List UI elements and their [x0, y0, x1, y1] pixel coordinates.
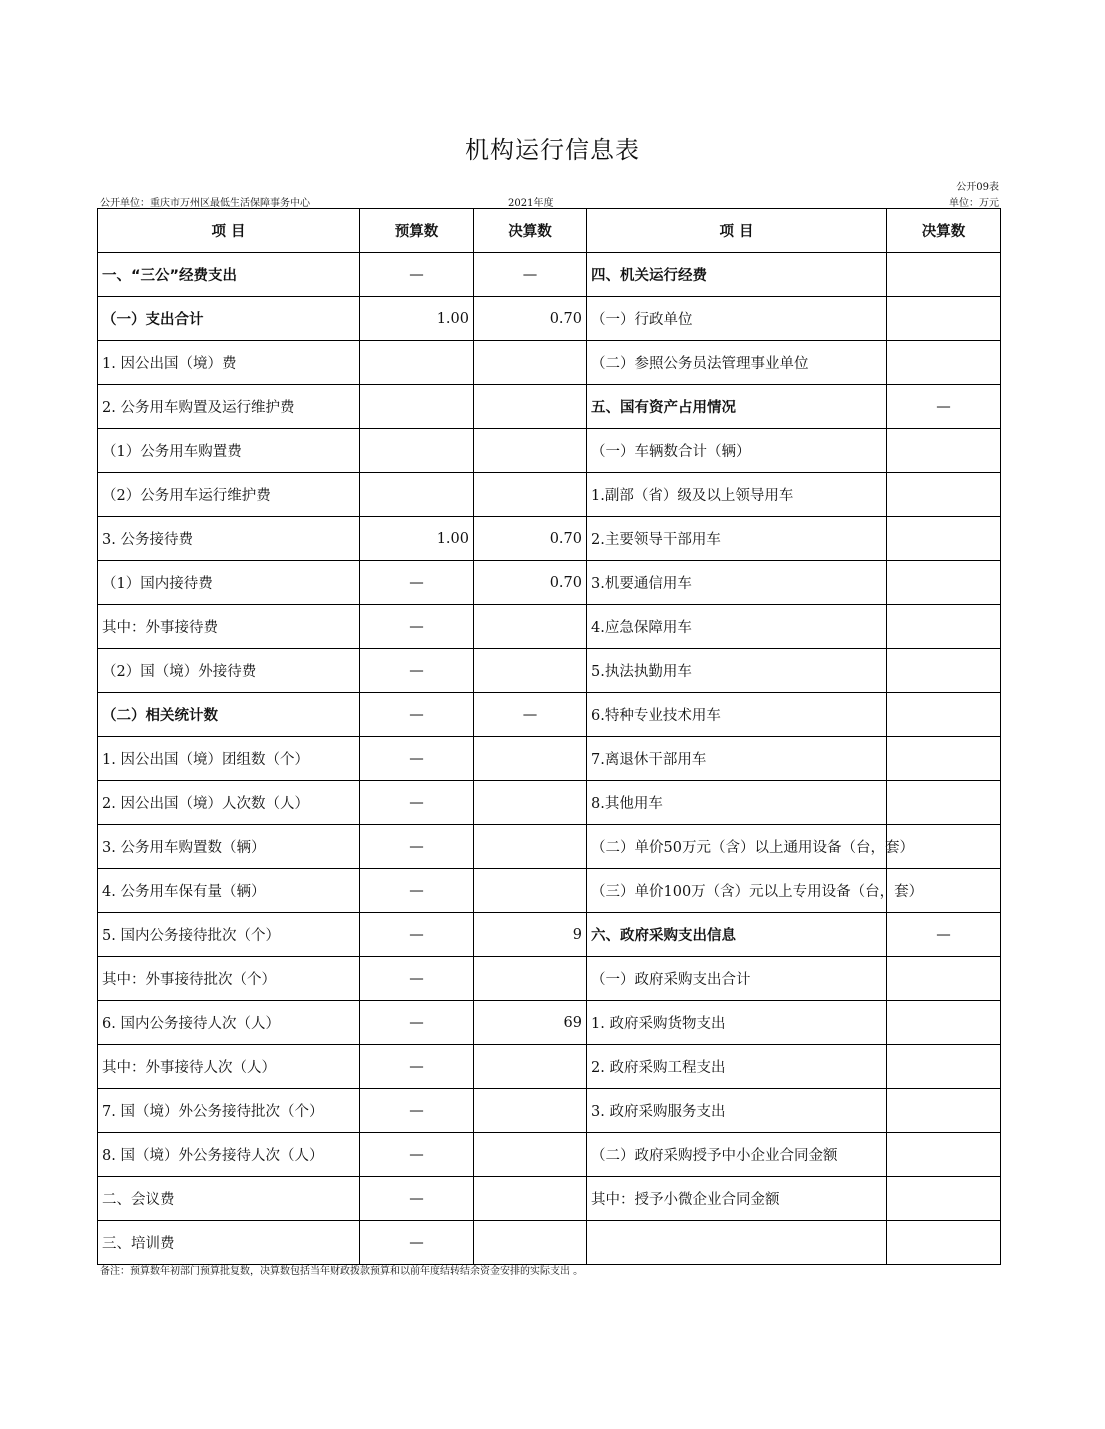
fiscal-year: 2021年度	[508, 198, 554, 209]
budget-cell: —	[360, 1221, 474, 1265]
right-label: （一）行政单位	[587, 297, 887, 341]
header-item-right: 项 目	[587, 209, 887, 253]
budget-cell: —	[360, 957, 474, 1001]
header-final-right: 决算数	[887, 209, 1001, 253]
right-label: 四、机关运行经费	[587, 253, 887, 297]
budget-cell: 1.00	[360, 297, 474, 341]
budget-cell	[360, 429, 474, 473]
budget-cell: —	[360, 1089, 474, 1133]
reporting-unit: 公开单位：重庆市万州区最低生活保障事务中心	[100, 198, 310, 209]
right-final-cell	[887, 253, 1001, 297]
budget-cell: —	[360, 649, 474, 693]
table-row	[98, 913, 1001, 957]
right-label: 4.应急保障用车	[587, 605, 887, 649]
final-cell	[474, 605, 587, 649]
right-label: （二）参照公务员法管理事业单位	[587, 341, 887, 385]
right-label: 6.特种专业技术用车	[587, 693, 887, 737]
right-label: （二）政府采购授予中小企业合同金额	[587, 1133, 887, 1177]
right-final-cell: —	[887, 913, 1001, 957]
budget-cell: —	[360, 737, 474, 781]
row-label: （2）国（境）外接待费	[98, 649, 360, 693]
table-row	[98, 253, 1001, 297]
table-row	[98, 341, 1001, 385]
right-label: 五、国有资产占用情况	[587, 385, 887, 429]
final-cell	[474, 737, 587, 781]
final-cell	[474, 869, 587, 913]
right-final-cell	[887, 737, 1001, 781]
right-final-cell	[887, 1045, 1001, 1089]
footnote: 备注：预算数年初部门预算批复数，决算数包括当年财政拨款预算和以前年度结转结余资金安排的实际支出 。	[100, 1266, 584, 1277]
final-cell: 69	[474, 1001, 587, 1045]
table-row	[98, 737, 1001, 781]
row-label: 7. 国（境）外公务接待批次（个）	[98, 1089, 360, 1133]
table-row	[98, 781, 1001, 825]
row-label: 其中：外事接待费	[98, 605, 360, 649]
final-cell	[474, 1221, 587, 1265]
row-label: 一、“三公”经费支出	[98, 253, 360, 297]
table-row	[98, 869, 1001, 913]
row-label: （1）国内接待费	[98, 561, 360, 605]
final-cell: —	[474, 693, 587, 737]
table-row	[98, 1177, 1001, 1221]
right-label: 8.其他用车	[587, 781, 887, 825]
right-final-cell	[887, 1133, 1001, 1177]
budget-cell: —	[360, 1133, 474, 1177]
budget-cell: —	[360, 913, 474, 957]
right-final-cell	[887, 605, 1001, 649]
budget-cell: —	[360, 693, 474, 737]
row-label: 1. 因公出国（境）费	[98, 341, 360, 385]
table-row	[98, 649, 1001, 693]
final-cell	[474, 957, 587, 1001]
final-cell	[474, 1177, 587, 1221]
right-final-cell	[887, 561, 1001, 605]
table-row	[98, 429, 1001, 473]
budget-cell: —	[360, 869, 474, 913]
right-final-cell	[887, 341, 1001, 385]
final-cell: 0.70	[474, 517, 587, 561]
table-row	[98, 1001, 1001, 1045]
row-label: 三、培训费	[98, 1221, 360, 1265]
final-cell	[474, 385, 587, 429]
final-cell	[474, 649, 587, 693]
budget-cell: —	[360, 781, 474, 825]
final-cell: —	[474, 253, 587, 297]
budget-cell: —	[360, 1001, 474, 1045]
budget-cell	[360, 385, 474, 429]
row-label: （二）相关统计数	[98, 693, 360, 737]
budget-cell	[360, 473, 474, 517]
right-label: 2. 政府采购工程支出	[587, 1045, 887, 1089]
right-final-cell	[887, 1001, 1001, 1045]
final-cell	[474, 341, 587, 385]
right-label: 六、政府采购支出信息	[587, 913, 887, 957]
right-label: 2.主要领导干部用车	[587, 517, 887, 561]
right-final-cell	[887, 957, 1001, 1001]
right-final-cell: —	[887, 385, 1001, 429]
row-label: （1）公务用车购置费	[98, 429, 360, 473]
table-row	[98, 561, 1001, 605]
row-label: 二、会议费	[98, 1177, 360, 1221]
final-cell: 9	[474, 913, 587, 957]
right-label: 其中：授予小微企业合同金额	[587, 1177, 887, 1221]
budget-cell: —	[360, 825, 474, 869]
row-label: 3. 公务接待费	[98, 517, 360, 561]
right-final-cell	[887, 517, 1001, 561]
final-cell: 0.70	[474, 561, 587, 605]
right-final-cell	[887, 429, 1001, 473]
final-cell	[474, 781, 587, 825]
right-label: 1. 政府采购货物支出	[587, 1001, 887, 1045]
right-final-cell	[887, 473, 1001, 517]
right-final-cell	[887, 781, 1001, 825]
right-final-cell	[887, 1089, 1001, 1133]
header-row	[98, 209, 1001, 253]
right-label: 3.机要通信用车	[587, 561, 887, 605]
header-budget: 预算数	[360, 209, 474, 253]
row-label: 其中：外事接待批次（个）	[98, 957, 360, 1001]
row-label: 2. 公务用车购置及运行维护费	[98, 385, 360, 429]
budget-cell	[360, 341, 474, 385]
final-cell	[474, 1133, 587, 1177]
final-cell	[474, 473, 587, 517]
table-row	[98, 693, 1001, 737]
row-label: （2）公务用车运行维护费	[98, 473, 360, 517]
final-cell	[474, 1045, 587, 1089]
currency-unit: 单位：万元	[949, 198, 999, 209]
right-label: 7.离退休干部用车	[587, 737, 887, 781]
right-label: 1.副部（省）级及以上领导用车	[587, 473, 887, 517]
right-label: 5.执法执勤用车	[587, 649, 887, 693]
row-label: 其中：外事接待人次（人）	[98, 1045, 360, 1089]
table-row	[98, 1089, 1001, 1133]
row-label: 1. 因公出国（境）团组数（个）	[98, 737, 360, 781]
right-final-cell	[887, 1177, 1001, 1221]
header-final: 决算数	[474, 209, 587, 253]
budget-cell: —	[360, 561, 474, 605]
final-cell: 0.70	[474, 297, 587, 341]
budget-cell: —	[360, 605, 474, 649]
table-row	[98, 517, 1001, 561]
budget-cell: 1.00	[360, 517, 474, 561]
row-label: 8. 国（境）外公务接待人次（人）	[98, 1133, 360, 1177]
right-final-cell	[887, 693, 1001, 737]
right-label: （二）单价50万元（含）以上通用设备（台，套）	[587, 825, 887, 869]
budget-cell: —	[360, 253, 474, 297]
final-cell	[474, 825, 587, 869]
table-row	[98, 1221, 1001, 1265]
right-label	[587, 1221, 887, 1265]
info-table	[97, 208, 1001, 1265]
final-cell	[474, 429, 587, 473]
row-label: 2. 因公出国（境）人次数（人）	[98, 781, 360, 825]
right-label: （一）车辆数合计（辆）	[587, 429, 887, 473]
right-final-cell	[887, 649, 1001, 693]
table-row	[98, 957, 1001, 1001]
right-final-cell	[887, 297, 1001, 341]
row-label: 5. 国内公务接待批次（个）	[98, 913, 360, 957]
budget-cell: —	[360, 1177, 474, 1221]
right-label: （三）单价100万（含）元以上专用设备（台，套）	[587, 869, 887, 913]
row-label: 4. 公务用车保有量（辆）	[98, 869, 360, 913]
table-title: 机构运行信息表	[465, 136, 640, 164]
row-label: 3. 公务用车购置数（辆）	[98, 825, 360, 869]
final-cell	[474, 1089, 587, 1133]
row-label: （一）支出合计	[98, 297, 360, 341]
table-row	[98, 1045, 1001, 1089]
form-code: 公开09表	[956, 182, 999, 193]
table-row	[98, 1133, 1001, 1177]
right-label: 3. 政府采购服务支出	[587, 1089, 887, 1133]
right-label: （一）政府采购支出合计	[587, 957, 887, 1001]
budget-cell: —	[360, 1045, 474, 1089]
table-row	[98, 297, 1001, 341]
right-final-cell	[887, 1221, 1001, 1265]
table-row	[98, 385, 1001, 429]
row-label: 6. 国内公务接待人次（人）	[98, 1001, 360, 1045]
table-row	[98, 605, 1001, 649]
table-row	[98, 825, 1001, 869]
table-row	[98, 473, 1001, 517]
header-item: 项 目	[98, 209, 360, 253]
